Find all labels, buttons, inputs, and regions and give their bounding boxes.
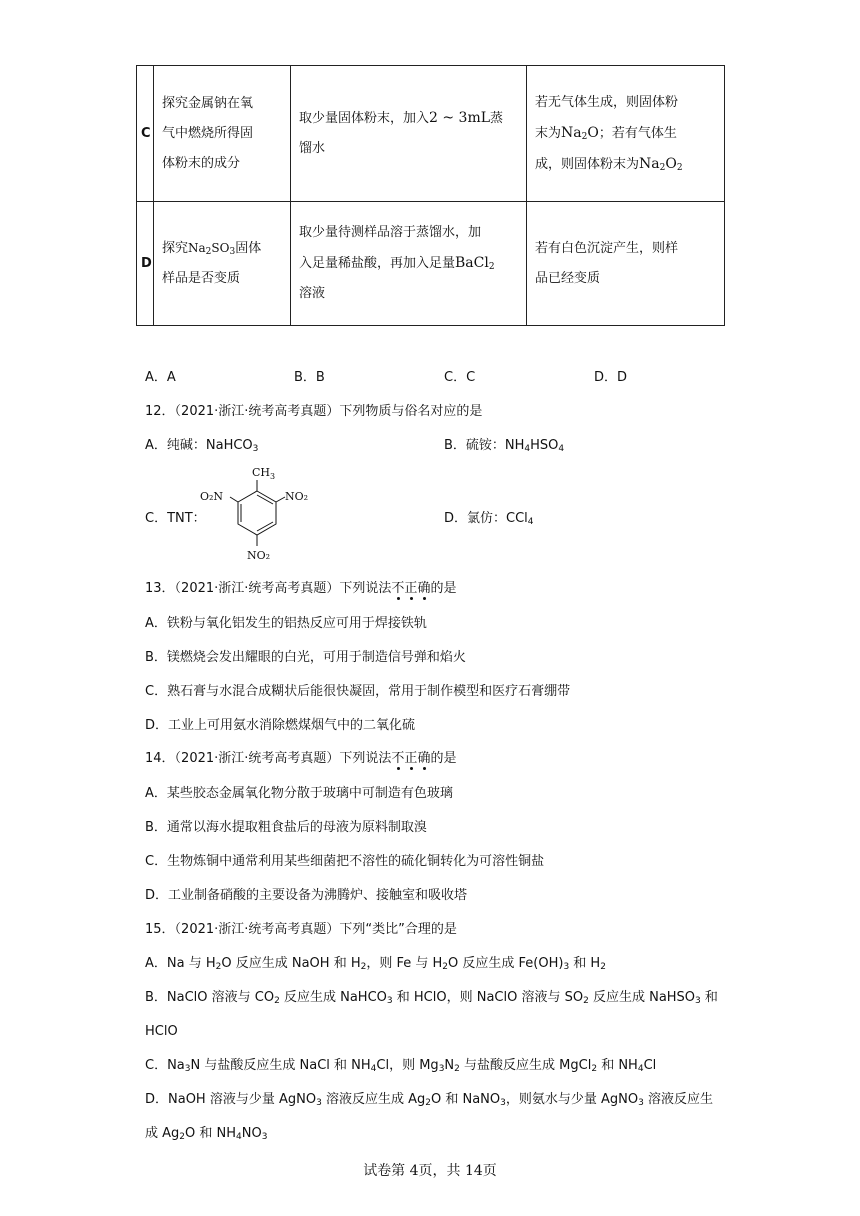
no2-right-label: NO₂ — [285, 490, 309, 503]
table-row — [137, 202, 725, 326]
formula-na2so3: $Na_2SO_3$ — [188, 241, 236, 257]
q11-option-b: B．B — [294, 370, 325, 385]
q15-option-c: C．$Na_3N$ 与盐酸反应生成 NaCl 和 $NH_4Cl$，则 $Mg_3N_2$ 与盐酸反应生成 MgCl$_2$ 和 $NH_4Cl$ — [145, 1058, 657, 1074]
result-cell: 若有白色沉淀产生，则样 品已经变质 — [527, 202, 725, 326]
purpose-cell: 探究$Na_2SO_3$固体 样品是否变质 — [154, 202, 291, 326]
q12-stem: 12．（2021·浙江·统考高考真题）下列物质与俗名对应的是 — [145, 404, 483, 419]
method-cell: 取少量待测样品溶于蒸馏水，加 入足量稀盐酸，再加入足量BaCl$_2$ 溶液 — [291, 202, 527, 326]
q15-option-d: D．NaOH 溶液与少量 AgNO$_3$ 溶液反应生成 $Ag_2O$ 和 NaNO$_3$，则氨水与少量 AgNO$_3$ 溶液反应生 — [145, 1092, 713, 1108]
table-row — [137, 66, 725, 202]
q15-option-d-cont: 成 $Ag_2O$ 和 $NH_4NO_3$ — [145, 1126, 268, 1142]
q13-stem: 13．（2021·浙江·统考高考真题）下列说法不正确的是 — [145, 581, 457, 596]
method-cell: 取少量固体粉末，加入2 ~ 3mL蒸 馏水 — [291, 66, 527, 202]
formula-na2o2: $Na_2O_2$ — [639, 155, 683, 173]
q14-option-b: B．通常以海水提取粗食盐后的母液为原料制取溴 — [145, 820, 427, 835]
tnt-structure-diagram — [196, 466, 316, 566]
formula-na2o: $Na_2O$ — [561, 124, 599, 142]
page-footer: 试卷第 4页，共 14页 — [363, 1163, 497, 1179]
no2-left-label: O₂N — [200, 490, 224, 503]
row-label: D — [137, 202, 154, 326]
q11-option-a: A．A — [145, 370, 176, 385]
q11-option-c: C．C — [444, 370, 476, 385]
q15-option-b-cont: HClO — [145, 1024, 178, 1039]
result-cell: 若无气体生成，则固体粉 末为$Na_2O$；若有气体生 成，则固体粉末为$Na_2O_2$ — [527, 66, 725, 202]
q14-stem: 14．（2021·浙江·统考高考真题）下列说法不正确的是 — [145, 751, 457, 766]
q13-option-a: A．铁粉与氧化铝发生的铝热反应可用于焊接铁轨 — [145, 616, 427, 631]
ch3-label: $CH_3$ — [252, 466, 276, 481]
q13-option-d: D．工业上可用氨水消除燃煤烟气中的二氧化硫 — [145, 718, 416, 733]
q12-option-a: A．纯碱：NaHCO$_3$ — [145, 438, 259, 454]
q12-option-b: B．硫铵：$NH_4HSO_4$ — [444, 438, 565, 454]
no2-bottom-label: NO₂ — [247, 549, 271, 562]
q15-option-a: A．Na 与 $H_2O$ 反应生成 NaOH 和 $H_2$，则 Fe 与 $H_2O$ 反应生成 $Fe(OH)_3$ 和 $H_2$ — [145, 956, 606, 972]
q14-option-a: A．某些胶态金属氧化物分散于玻璃中可制造有色玻璃 — [145, 786, 453, 801]
formula-bacl2: BaCl$_2$ — [455, 255, 495, 272]
q12-option-c: C．TNT： — [145, 511, 206, 526]
row-label: C — [137, 66, 154, 202]
experiment-table — [136, 65, 725, 326]
q15-stem: 15．（2021·浙江·统考高考真题）下列“类比”合理的是 — [145, 922, 457, 937]
q15-option-b: B．NaClO 溶液与 $CO_2$ 反应生成 NaHCO$_3$ 和 HClO，则 NaClO 溶液与 $SO_2$ 反应生成 NaHSO$_3$ 和 — [145, 990, 718, 1006]
q14-option-c: C．生物炼铜中通常利用某些细菌把不溶性的硫化铜转化为可溶性铜盐 — [145, 854, 545, 869]
q13-option-b: B．镁燃烧会发出耀眼的白光，可用于制造信号弹和焰火 — [145, 650, 466, 665]
purpose-cell: 探究金属钠在氧 气中燃烧所得固 体粉末的成分 — [154, 66, 291, 202]
q13-option-c: C．熟石膏与水混合成糊状后能很快凝固，常用于制作模型和医疗石膏绷带 — [145, 684, 571, 699]
q14-option-d: D．工业制备硝酸的主要设备为沸腾炉、接触室和吸收塔 — [145, 888, 468, 903]
q11-option-d: D．D — [594, 370, 628, 385]
q12-option-d: D．氯仿：CCl$_4$ — [444, 511, 534, 527]
